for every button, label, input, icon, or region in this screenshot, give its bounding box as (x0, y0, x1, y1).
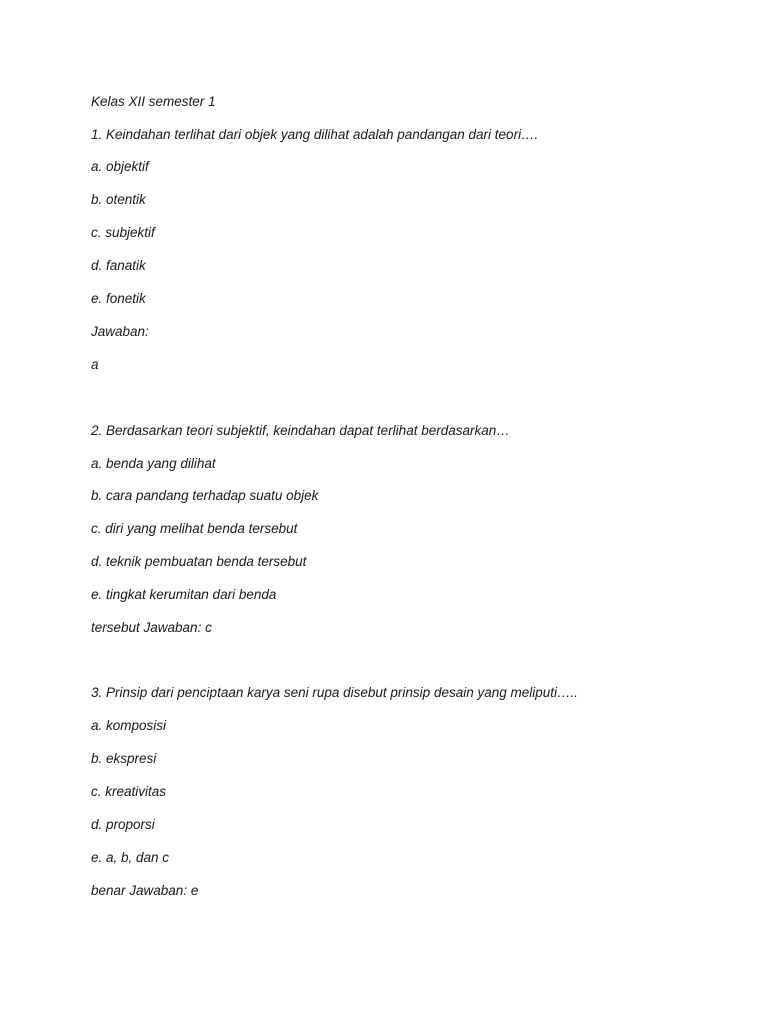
question-1-option-a: a. objektif (91, 159, 149, 174)
question-1-option-d: d. fanatik (91, 258, 146, 273)
question-2-option-d: d. teknik pembuatan benda tersebut (91, 554, 307, 569)
question-2-answer: tersebut Jawaban: c (91, 620, 212, 635)
question-3-option-e: e. a, b, dan c (91, 850, 170, 865)
document-header: Kelas XII semester 1 (91, 94, 216, 109)
question-3-option-a: a. komposisi (91, 718, 167, 733)
question-3-option-b: b. ekspresi (91, 751, 157, 766)
question-3-option-c: c. kreativitas (91, 784, 167, 799)
question-1-option-c: c. subjektif (91, 225, 155, 240)
question-2-option-b: b. cara pandang terhadap suatu objek (91, 488, 319, 503)
question-1-text: 1. Keindahan terlihat dari objek yang dilihat adalah pandangan dari teori…. (91, 127, 539, 142)
question-1-option-e: e. fonetik (91, 291, 146, 306)
question-2-option-a: a. benda yang dilihat (91, 456, 216, 471)
question-1-answer: a (91, 357, 99, 372)
question-3-text: 3. Prinsip dari penciptaan karya seni rupa disebut prinsip desain yang meliputi….. (91, 685, 579, 700)
question-1-option-b: b. otentik (91, 192, 146, 207)
question-3-option-d: d. proporsi (91, 817, 155, 832)
question-1-answer-label: Jawaban: (91, 324, 149, 339)
question-2-option-c: c. diri yang melihat benda tersebut (91, 521, 298, 536)
question-2-text: 2. Berdasarkan teori subjektif, keindahan dapat terlihat berdasarkan… (91, 423, 510, 438)
question-2-option-e: e. tingkat kerumitan dari benda (91, 587, 277, 602)
question-3-answer: benar Jawaban: e (91, 883, 199, 898)
